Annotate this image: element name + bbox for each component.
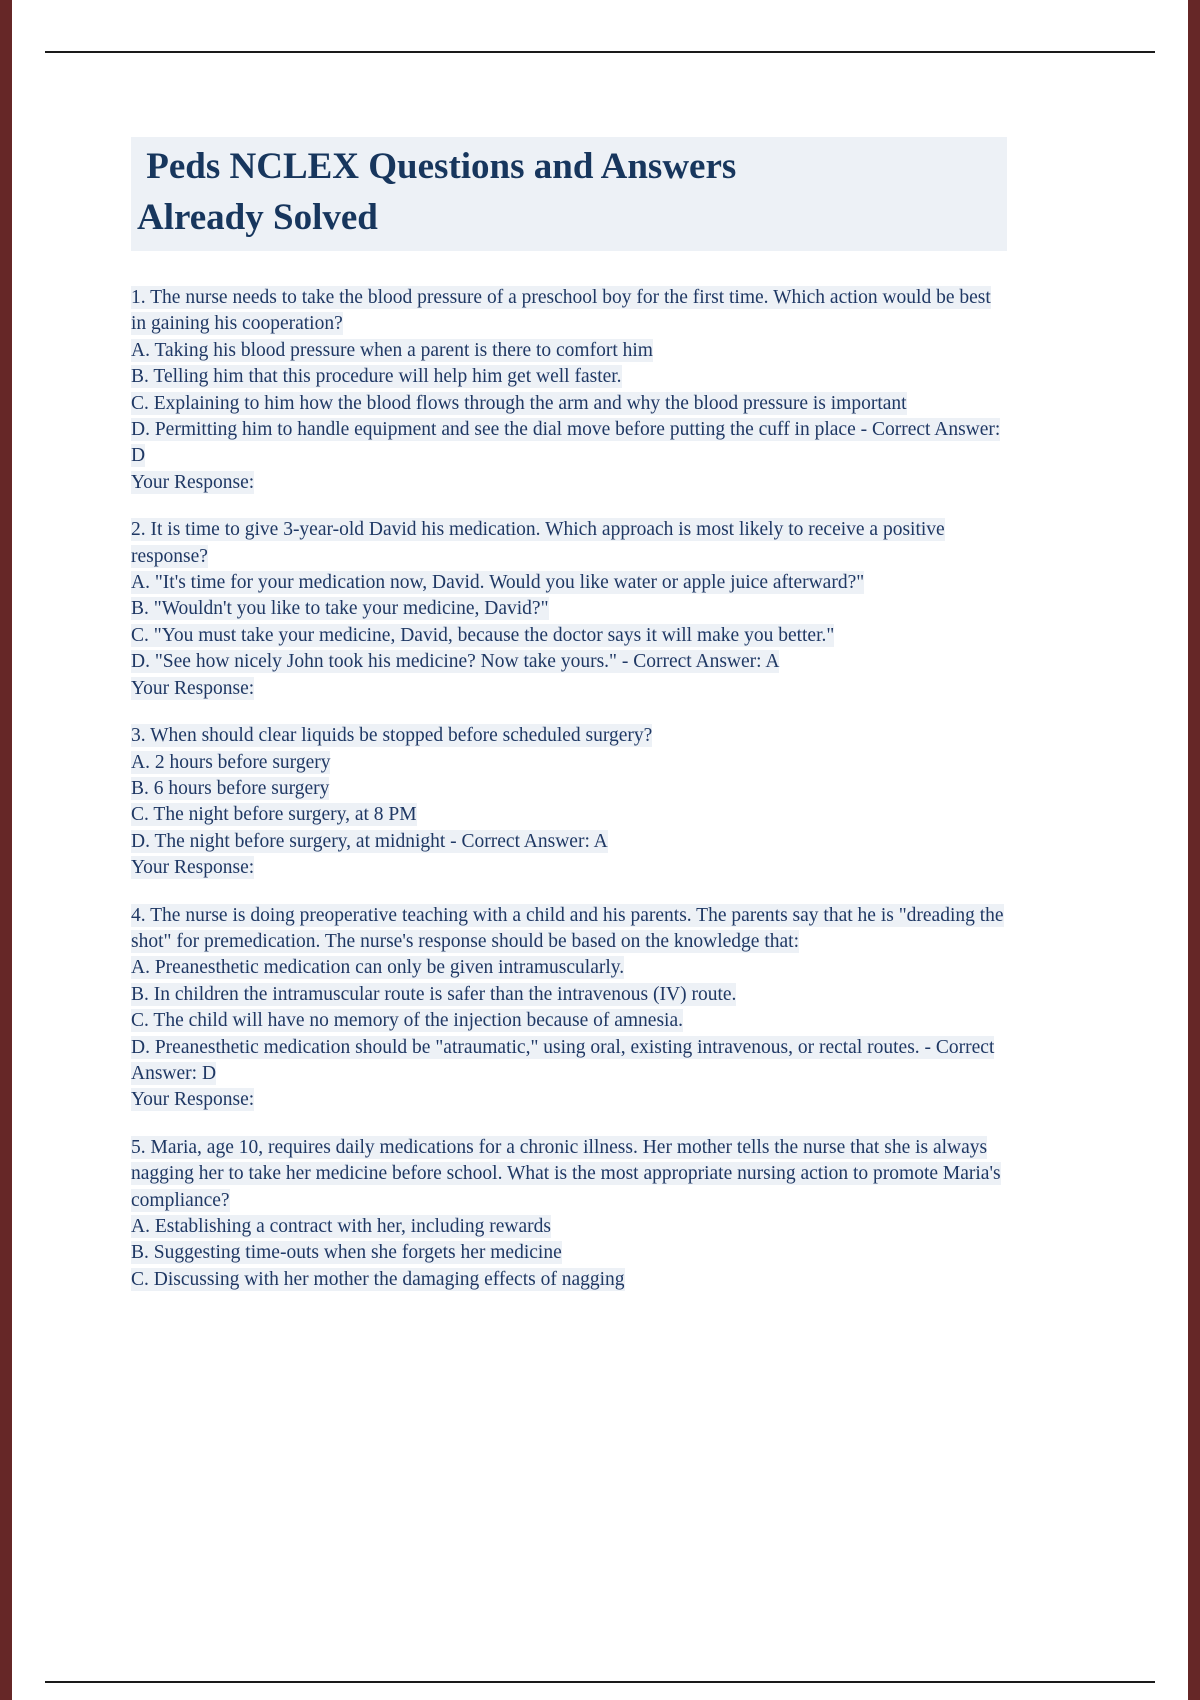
text-line: C. The night before surgery, at 8 PM: [131, 804, 417, 826]
text-line: Your Response:: [131, 857, 255, 879]
question-block: [131, 285, 1007, 496]
title-line-1: Peds NCLEX Questions and Answers: [137, 146, 737, 187]
text-line: B. In children the intramuscular route is safer than the intravenous (IV) route.: [131, 983, 737, 1005]
text-line: 4. The nurse is doing preoperative teaching with a child and his parents. The parents say that he is "dreading the shot" for premedication. The nurse's response should be based on the knowledge that:: [131, 904, 1004, 952]
text-line: Your Response:: [131, 471, 255, 493]
text-line: B. Telling him that this procedure will help him get well faster.: [131, 366, 622, 388]
text-line: 1. The nurse needs to take the blood pressure of a preschool boy for the first time. Which action would be best in gaining his cooperation?: [131, 287, 991, 335]
text-line: C. Explaining to him how the blood flows through the arm and why the blood pressure is important: [131, 392, 907, 414]
top-rule: [45, 51, 1155, 53]
text-line: A. Establishing a contract with her, including rewards: [131, 1216, 551, 1237]
bottom-rule: [45, 1681, 1155, 1683]
title-line-2: Already Solved: [137, 197, 378, 238]
text-line: A. "It's time for your medication now, David. Would you like water or apple juice afterward?": [131, 572, 865, 594]
page-content: [131, 137, 1007, 1314]
text-line: B. Suggesting time-outs when she forgets her medicine: [131, 1242, 562, 1264]
text-line: D. Permitting him to handle equipment and see the dial move before putting the cuff in place - Correct Answer: D: [131, 419, 1001, 467]
right-border-bar: [1188, 0, 1200, 1700]
text-line: Your Response:: [131, 1089, 255, 1111]
text-line: A. 2 hours before surgery: [131, 751, 331, 773]
question-block: [131, 517, 1007, 702]
text-line: D. Preanesthetic medication should be "atraumatic," using oral, existing intravenous, or rectal routes. - Correct Answer: D: [131, 1036, 995, 1084]
text-line: A. Preanesthetic medication can only be given intramuscularly.: [131, 957, 625, 979]
text-line: C. "You must take your medicine, David, because the doctor says it will make you better.": [131, 624, 835, 646]
text-line: C. Discussing with her mother the damaging effects of nagging: [131, 1268, 625, 1290]
question-block: [131, 1135, 1007, 1293]
text-line: D. The night before surgery, at midnight - Correct Answer: A: [131, 830, 608, 852]
text-line: D. "See how nicely John took his medicine? Now take yours." - Correct Answer: A: [131, 651, 780, 673]
text-line: 5. Maria, age 10, requires daily medications for a chronic illness. Her mother tells the nurse that she is always nagging her to take her medicine before school. What is the most appropriate nursing action to promote Maria's compliance?: [131, 1136, 1001, 1211]
question-block: [131, 903, 1007, 1114]
left-border-bar: [0, 0, 12, 1700]
questions: [131, 285, 1007, 1293]
text-line: 2. It is time to give 3-year-old David his medication. Which approach is most likely to receive a positive response?: [131, 519, 945, 567]
question-block: [131, 723, 1007, 881]
text-line: B. 6 hours before surgery: [131, 777, 330, 799]
text-line: B. "Wouldn't you like to take your medicine, David?": [131, 598, 549, 620]
text-line: Your Response:: [131, 677, 255, 699]
text-line: A. Taking his blood pressure when a parent is there to comfort him: [131, 339, 653, 361]
page-title: [131, 137, 1007, 251]
text-line: 3. When should clear liquids be stopped before scheduled surgery?: [131, 725, 653, 747]
text-line: C. The child will have no memory of the injection because of amnesia.: [131, 1010, 683, 1032]
